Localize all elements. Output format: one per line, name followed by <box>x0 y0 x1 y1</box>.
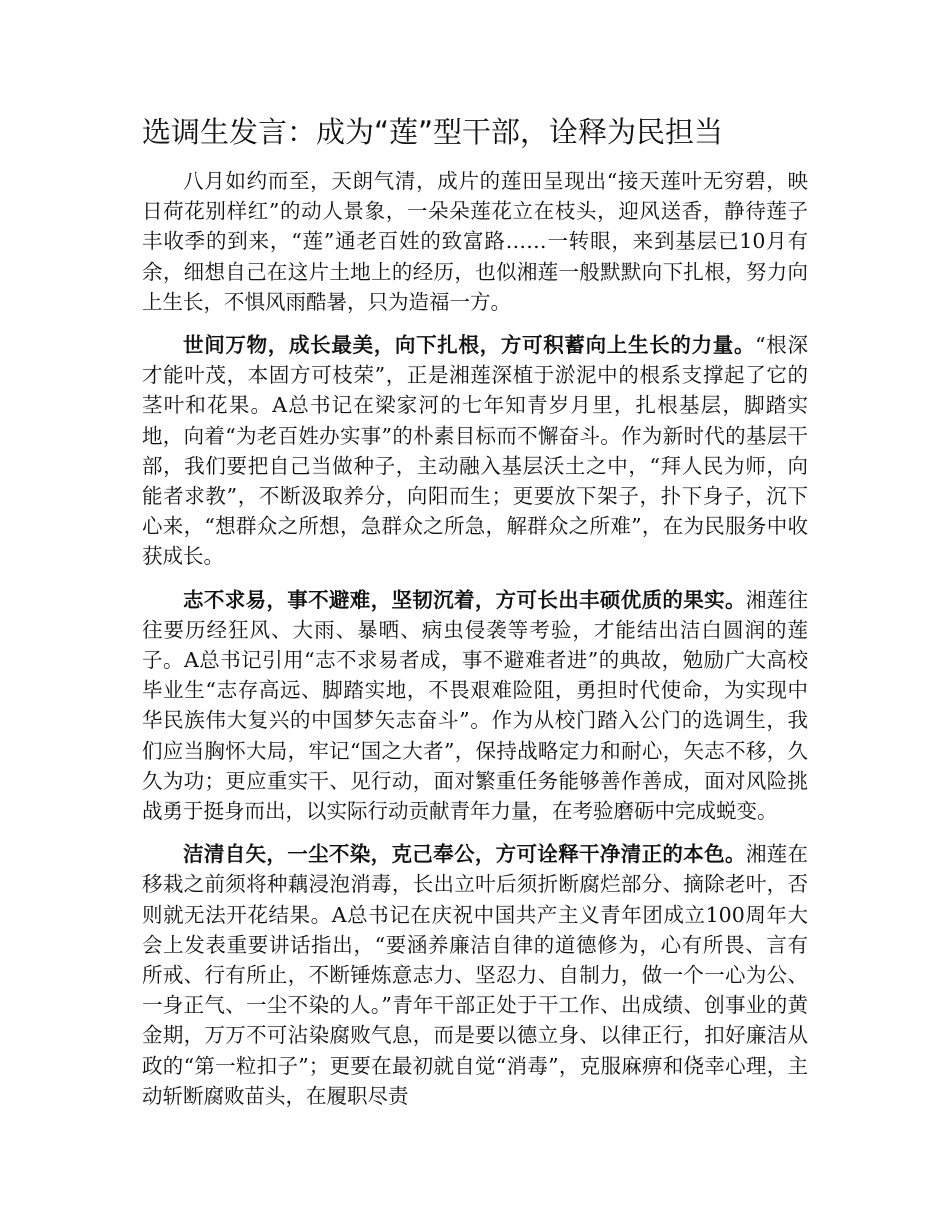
paragraph-intro <box>142 166 808 317</box>
paragraph-text: 湘莲在移栽之前须将种藕浸泡消毒，长出立叶后须折断腐烂部分、摘除老叶，否则就无法开花结果。A总书记在庆祝中国共产主义青年团成立100周年大会上发表重要讲话指出，“要涵养廉洁自律的道德修为，心有所畏、言有所戒、行有所止，不断锤炼意志力、坚忍力、自制力，做一个一心为公、一身正气、一尘不染的人。”青年干部正处于干工作、出成绩、创事业的黄金期，万万不可沾染腐败气息，而是要以德立身、以律正行，扣好廉洁从政的“第一粒扣子”；更要在最初就自觉“消毒”，克服麻痹和侥幸心理，主动斩断腐败苗头，在履职尽责 <box>142 842 809 1108</box>
paragraph-perseverance <box>142 585 808 827</box>
document-body <box>142 166 808 1124</box>
paragraph-integrity <box>142 839 808 1111</box>
paragraph-root <box>142 330 808 572</box>
paragraph-text: “根深才能叶茂，本固方可枝荣”，正是湘莲深植于淤泥中的根系支撑起了它的茎叶和花果。A总书记在梁家河的七年知青岁月里，扎根基层，脚踏实地，向着“为老百姓办实事”的朴素目标而不懈奋斗。作为新时代的基层干部，我们要把自己当做种子，主动融入基层沃土之中，“拜人民为师，向能者求教”，不断汲取养分，向阳而生；更要放下架子，扑下身子，沉下心来，“想群众之所想，急群众之所急，解群众之所难”，在为民服务中收获成长。 <box>142 333 809 569</box>
paragraph-lead: 世间万物，成长最美，向下扎根，方可积蓄向上生长的力量。 <box>183 333 756 358</box>
document-title: 选调生发言：成为“莲”型干部，诠释为民担当 <box>142 115 724 149</box>
paragraph-text: 八月如约而至，天朗气清，成片的莲田呈现出“接天莲叶无穷碧，映日荷花别样红”的动人景象，一朵朵莲花立在枝头，迎风送香，静待莲子丰收季的到来，“莲”通老百姓的致富路……一转眼，来到基层已10月有余，细想自己在这片土地上的经历，也似湘莲一般默默向下扎根，努力向上生长，不惧风雨酷暑，只为造福一方。 <box>142 169 808 314</box>
paragraph-text: 湘莲往往要历经狂风、大雨、暴晒、病虫侵袭等考验，才能结出洁白圆润的莲子。A总书记引用“志不求易者成，事不避难者进”的典故，勉励广大高校毕业生“志存高远、脚踏实地，不畏艰难险阻，勇担时代使命，为实现中华民族伟大复兴的中国梦矢志奋斗”。作为从校门踏入公门的选调生，我们应当胸怀大局，牢记“国之大者”，保持战略定力和耐心，矢志不移，久久为功；更应重实干、见行动，面对繁重任务能够善作善成，面对风险挑战勇于挺身而出，以实际行动贡献青年力量，在考验磨砺中完成蜕变。 <box>142 587 809 824</box>
paragraph-lead: 志不求易，事不避难，坚韧沉着，方可长出丰硕优质的果实。 <box>183 587 746 612</box>
paragraph-lead: 洁清自矢，一尘不染，克己奉公，方可诠释干净清正的本色。 <box>183 842 746 867</box>
